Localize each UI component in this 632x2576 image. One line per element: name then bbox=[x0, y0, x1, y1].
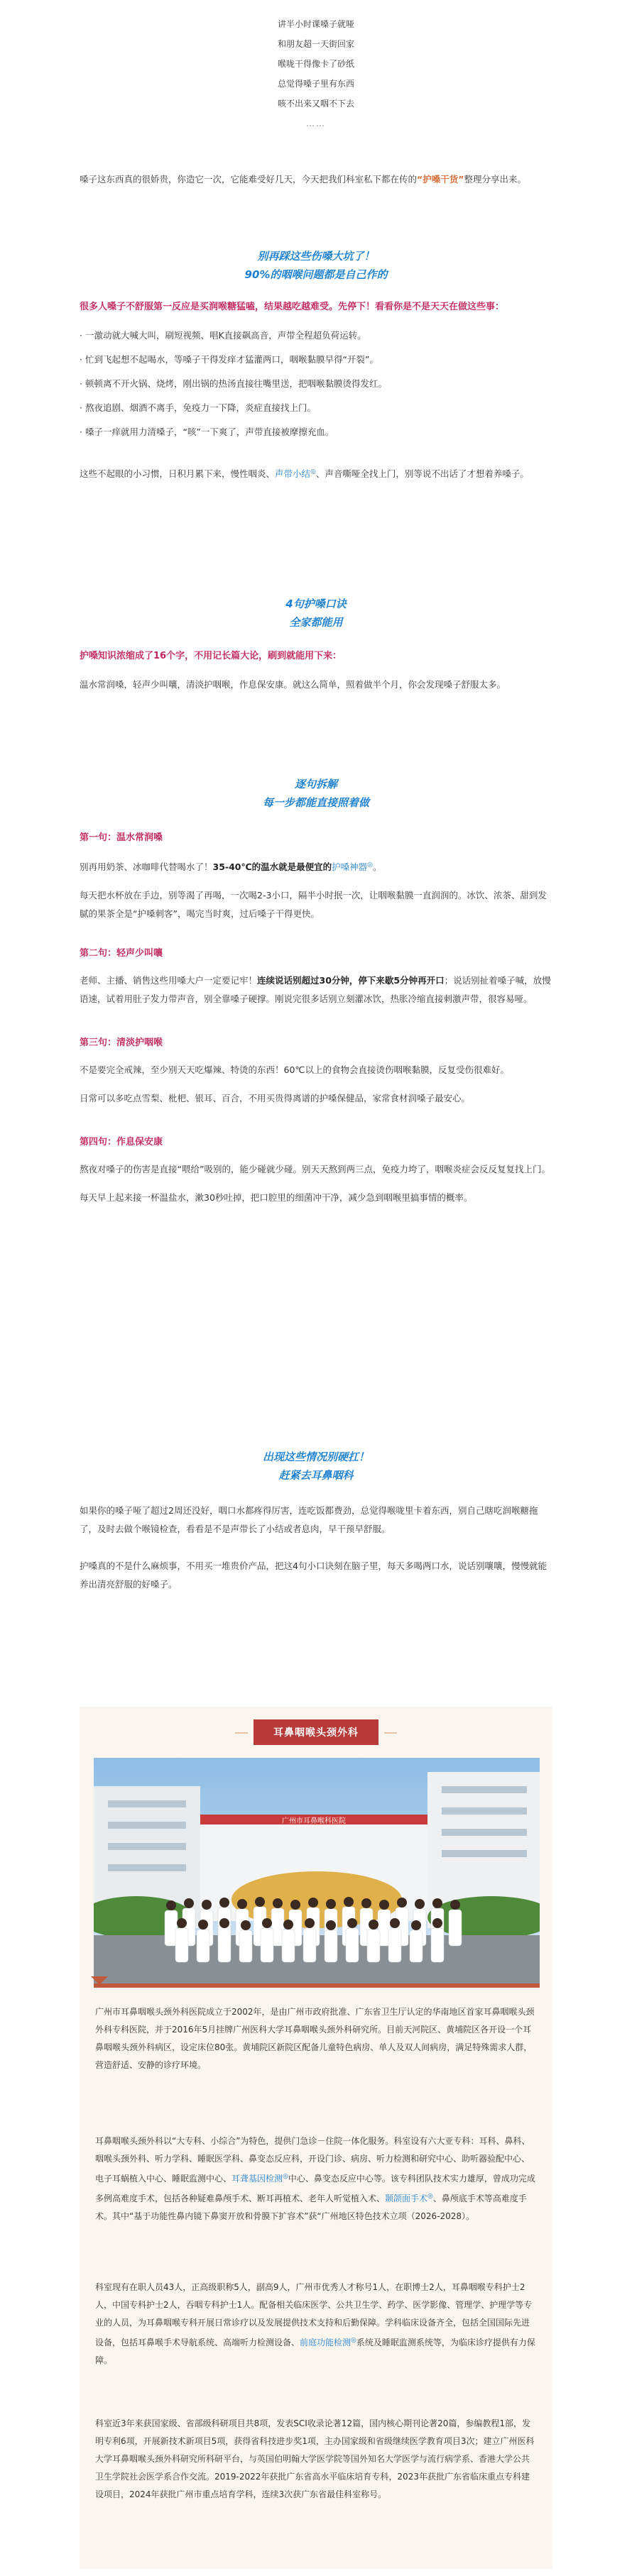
link-icon: ◎ bbox=[367, 862, 374, 869]
section4-title-line2: 赶紧去耳鼻咽科 bbox=[278, 1469, 354, 1482]
vocal-nodule-link[interactable]: 声带小结 bbox=[275, 468, 311, 480]
link-icon: ◎ bbox=[283, 2173, 288, 2180]
section2-intro: 护嗓知识浓缩成了16个字，不用记长篇大论，刷到就能用下来： bbox=[80, 651, 342, 661]
hospital-sign: 广州市耳鼻喉科医院 bbox=[282, 1817, 346, 1825]
list-item: · 一激动就大喊大叫，刷短视频、唱K直接飙高音，声带全程超负荷运转。 bbox=[80, 330, 366, 341]
para-text: 耳鼻咽喉头颈外科以“大专科、小综合”为特色，提供门急诊－住院一体化服务。科室设有六大亚专科：耳科、鼻科、咽喉头颈外科、听力学科、睡眠医学科、鼻变态反应科，开设门诊、病房、听力检测和研究中心、助听器验配中心、电子耳蜗植入中心、睡眠监测中心、 bbox=[95, 2136, 530, 2184]
section1-title-line1: 别再踩这些伤嗓大坑了！ bbox=[257, 250, 375, 263]
poem-ellipsis: …… bbox=[306, 119, 326, 128]
section4-title bbox=[0, 1448, 632, 1485]
intro-highlight: “护嗓干货” bbox=[417, 174, 464, 185]
section4-paragraph1: 如果你的嗓子哑了超过2周还没好，咽口水都疼得厉害，连吃饭都费劲，总觉得喉咙里卡着东西，别自己瞎吃润喉糖拖了，及时去做个喉镜检查，看看是不是声带长了小结或者息肉，早干预早舒服。 bbox=[80, 1505, 538, 1534]
section1-paragraph bbox=[80, 463, 552, 483]
tip2-label: 第二句：轻声少叫嚷 bbox=[80, 948, 163, 959]
poem-line: 和朋友超一天街回家 bbox=[277, 39, 354, 49]
para-text: 科室现有在职人员43人，正高级职称5人，副高9人，广州市优秀人才称号1人，在职博士2人，耳鼻咽喉专科护士2人，中国专科护士2人，吞咽专科护士1人。配备相关临床医学、公共卫生学、药学、医学影像、管理学、护理学等专业的人员，为耳鼻咽喉专科开展日常诊疗以及发展提供技术支持和后勤保障。学科临床设备齐全，包括全国国际先进设备，包括耳鼻喉手术导航系统、高端听力检测设备、 bbox=[95, 2282, 533, 2347]
para-text: 中心、鼻变态反应中心等。该专科团队技术实力雄厚，曾成功完成多例高难度手术，包括各种疑难鼻颅手术、断耳再植术、老年人听觉植入术、 bbox=[95, 2174, 535, 2203]
photo-divider bbox=[94, 1983, 540, 1988]
hospital-paragraph2 bbox=[95, 2132, 537, 2225]
para-bold: 连续说话别超过30分钟，停下来歇5分钟再开口 bbox=[257, 975, 445, 986]
tip4-paragraph1: 熬夜对嗓子的伤害是直接“喂给”吸别的，能少碰就少碰。别天天熬到两三点，免疫力垮了，咽喉炎症会反反复复找上门。 bbox=[80, 1164, 550, 1175]
para-text: 这些不起眼的小习惯，日积月累下来，慢性咽炎、 bbox=[80, 468, 276, 480]
poem-line: 喉咙干得像卡了砂纸 bbox=[277, 59, 354, 69]
list-item: · 忙到飞起想不起喝水，等嗓子干得发痒才猛灌两口，咽喉黏膜早得“开裂”。 bbox=[80, 354, 378, 365]
section2-title-line1: 4句护嗓口诀 bbox=[285, 598, 347, 610]
tip2-paragraph bbox=[80, 971, 552, 1008]
section2-title-line2: 全家都能用 bbox=[289, 616, 343, 629]
tip1-label: 第一句：温水常润嗓 bbox=[80, 832, 163, 843]
section1-title bbox=[0, 247, 632, 284]
hospital-paragraph1: 广州市耳鼻咽喉头颈外科医院成立于2002年，是由广州市政府批准、广东省卫生厅认定的华南地区首家耳鼻咽喉头颈外科专科医院，并于2016年5月挂牌广州医科大学耳鼻咽喉头颈外科研究所。目前天河院区、黄埔院区各开设一个耳鼻咽喉头颈外科病区，设定床位80张。黄埔院区新院区配备儿童特色病房、单人及双人间病房，满足特殊需求人群，营造舒适、安静的诊疗环境。 bbox=[95, 2007, 535, 2070]
throat-guard-link[interactable]: 护嗓神器 bbox=[332, 862, 368, 873]
tip1-paragraph2: 每天把水杯放在手边，别等渴了再喝，一次喝2-3小口，隔半小时抿一次，让咽喉黏膜一直润润的。冰饮、浓茶、甜到发腻的果茶全是“护嗓刺客”，喝完当时爽，过后嗓子干得更快。 bbox=[80, 890, 547, 920]
poem-line: 总觉得嗓子里有东西 bbox=[277, 79, 354, 89]
hospital-paragraph4: 科室近3年来获国家级、省部级科研项目共8项，发表SCI收录论著12篇，国内核心期刊论著20篇，参编教程1部，发明专利6项，开展新技术新项目5项，获得省科技进步奖1项，主办国家级和省级继续医学教育项目3次；建立广州医科大学耳鼻咽喉头颈外科研究所科研平台，与英国伯明翰大学医学院等国外知名大学医学与流行病学系、香港大学公共卫生学院社会医学系合作交流。2019-2022年获批广东省高水平临床培育专科，2023年获批广东省临床重点专科建设项目，2024年获批广州市重点培育学科，连续3次获广东省最佳科室称号。 bbox=[95, 2418, 535, 2499]
vestibular-test-link[interactable]: 前庭功能检测 bbox=[300, 2338, 352, 2347]
link-icon: ◎ bbox=[427, 2193, 433, 2200]
list-item: · 顿顿离不开火锅、烧烤，刚出锅的热汤直接往嘴里送，把咽喉黏膜烫得发红。 bbox=[80, 378, 387, 389]
section1-warning: 很多人嗓子不舒服第一反应是买润喉糖猛嗑，结果越吃越难受。先停下！看看你是不是天天在做这些事： bbox=[80, 302, 505, 312]
section2-paragraph: 温水常润嗓，轻声少叫嚷，清淡护咽喉，作息保安康。就这么简单，照着做半个月，你会发现嗓子舒服太多。 bbox=[80, 679, 506, 690]
para-text: 别再用奶茶、冰咖啡代替喝水了！ bbox=[80, 862, 213, 873]
hospital-staff-photo-icon bbox=[94, 1758, 540, 1983]
link-icon: ◎ bbox=[310, 468, 316, 475]
poem-line: 咳不出来又咽不下去 bbox=[277, 99, 354, 109]
section3-title-line1: 逐句拆解 bbox=[294, 778, 337, 791]
hospital-photo bbox=[94, 1758, 540, 1983]
para-text: 。 bbox=[373, 862, 382, 873]
para-bold: 35-40℃的温水就是最便宜的 bbox=[212, 862, 332, 873]
section2-body bbox=[80, 647, 552, 694]
intro-tail: 整理分享出来。 bbox=[464, 174, 526, 185]
section3-title bbox=[0, 775, 632, 812]
para-text: 系统及睡眠监测系统等，为临床诊疗提供有力保障。 bbox=[95, 2338, 535, 2365]
photo-corner-mark bbox=[91, 1976, 108, 1985]
tip3-paragraph1: 不是要完全戒辣，至少别天天吃爆辣、特烫的东西！60℃以上的食物会直接烫伤咽喉黏膜，反复受伤很难好。 bbox=[80, 1064, 509, 1076]
poem-line: 讲半小时课嗓子就哑 bbox=[277, 19, 354, 29]
section4-paragraph2: 护嗓真的不是什么麻烦事，不用买一堆贵价产品，把这4句小口诀刻在脑子里，每天多喝两口水，说话别嚷嚷，慢慢就能养出清亮舒服的好嗓子。 bbox=[80, 1561, 547, 1590]
section1-body bbox=[80, 298, 552, 483]
hospital-title: 耳鼻咽喉头颈外科 bbox=[254, 1719, 378, 1745]
gene-test-link[interactable]: 耳聋基因检测 bbox=[231, 2174, 283, 2184]
tip1-paragraph1 bbox=[80, 856, 552, 876]
list-item: · 熬夜追剧、烟酒不离手，免疫力一下降，炎症直接找上门。 bbox=[80, 402, 316, 413]
section4-body bbox=[80, 1502, 552, 1594]
intro-paragraph bbox=[80, 170, 552, 189]
section1-title-line2: 90%的咽喉问题都是自己作的 bbox=[244, 268, 388, 281]
section4-title-line1: 出现这些情况别硬扛！ bbox=[262, 1451, 369, 1463]
section2-title bbox=[0, 595, 632, 632]
tip3-paragraph2: 日常可以多吃点雪梨、枇杷、银耳、百合，不用买贵得离谱的护嗓保健品，家常食材润嗓子最安心。 bbox=[80, 1093, 471, 1104]
tip4-label: 第四句：作息保安康 bbox=[80, 1137, 163, 1148]
intro-text: 嗓子这东西真的很娇贵，你造它一次，它能难受好几天，今天把我们科室私下都在传的 bbox=[80, 174, 418, 185]
hospital-intro-card bbox=[80, 1707, 552, 2569]
section3-title-line2: 每一步都能直接照着做 bbox=[262, 796, 369, 809]
facial-surgery-link[interactable]: 颞颌面手术 bbox=[385, 2194, 428, 2203]
tip4-paragraph2: 每天早上起来接一杯温盐水，漱30秒吐掉，把口腔里的细菌冲干净，减少急到咽喉里搞事情的概率。 bbox=[80, 1192, 473, 1204]
list-item: · 嗓子一痒就用力清嗓子，“咳”一下爽了，声带直接被摩擦充血。 bbox=[80, 426, 334, 437]
para-text: 老师、主播、销售这些用嗓大户一定要记牢！ bbox=[80, 975, 258, 986]
tip3-label: 第三句：清淡护咽喉 bbox=[80, 1037, 163, 1049]
section3-body bbox=[80, 829, 552, 1207]
para-text: 、声音嘶哑全找上门，别等说不出话了才想着养嗓子。 bbox=[315, 468, 529, 480]
link-icon: ◎ bbox=[351, 2337, 356, 2344]
hospital-paragraph3 bbox=[95, 2279, 537, 2369]
opening-poem bbox=[0, 14, 632, 133]
para-text: 、鼻颅底手术等高难度手术。其中“基于功能性鼻内镜下鼻窦开放和骨膜下扩容术”获“广州地区特色技术立项（2026-2028）。 bbox=[95, 2194, 527, 2221]
para-text: ；说话别扯着嗓子喊，放慢语速，试着用肚子发力带声音，别全靠嗓子硬撑。刚说完很多话别立刻灌冰饮，热胀冷缩直接刺激声带，很容易哑。 bbox=[80, 975, 551, 1005]
